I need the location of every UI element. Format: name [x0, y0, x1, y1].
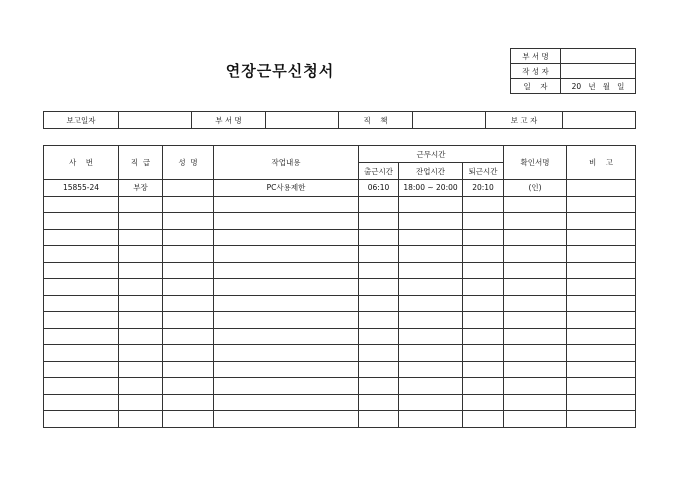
table-row: [44, 196, 636, 213]
cell-confirm[interactable]: [504, 328, 567, 345]
cell-note[interactable]: [567, 229, 636, 246]
cell-confirm[interactable]: (인): [504, 180, 567, 197]
cell-clock-out[interactable]: [463, 279, 504, 296]
cell-rank[interactable]: [119, 312, 163, 329]
cell-rank[interactable]: [119, 345, 163, 362]
cell-overtime[interactable]: [399, 279, 463, 296]
cell-overtime[interactable]: [399, 378, 463, 395]
cell-confirm[interactable]: [504, 246, 567, 263]
cell-overtime[interactable]: [399, 295, 463, 312]
approval-dept-value[interactable]: [561, 49, 636, 64]
cell-rank[interactable]: [119, 279, 163, 296]
cell-overtime[interactable]: [399, 312, 463, 329]
cell-clock-in[interactable]: [359, 394, 399, 411]
cell-note[interactable]: [567, 411, 636, 428]
cell-name[interactable]: [163, 328, 214, 345]
cell-emp-no[interactable]: [44, 295, 119, 312]
cell-overtime[interactable]: [399, 196, 463, 213]
info-position-field[interactable]: [413, 112, 486, 129]
table-row: [44, 411, 636, 428]
approval-box: [510, 48, 636, 94]
header-clock-out: 퇴근시간: [463, 163, 504, 180]
cell-emp-no[interactable]: 15855-24: [44, 180, 119, 197]
header-name: 성 명: [163, 146, 214, 180]
cell-note[interactable]: [567, 295, 636, 312]
cell-name[interactable]: [163, 345, 214, 362]
cell-note[interactable]: [567, 328, 636, 345]
cell-rank[interactable]: [119, 295, 163, 312]
cell-name[interactable]: [163, 213, 214, 230]
cell-name[interactable]: [163, 196, 214, 213]
cell-clock-in[interactable]: [359, 345, 399, 362]
cell-overtime[interactable]: [399, 361, 463, 378]
cell-task[interactable]: [214, 411, 359, 428]
cell-confirm[interactable]: [504, 279, 567, 296]
cell-rank[interactable]: [119, 196, 163, 213]
cell-confirm[interactable]: [504, 411, 567, 428]
cell-emp-no[interactable]: [44, 345, 119, 362]
cell-clock-in[interactable]: [359, 229, 399, 246]
cell-name[interactable]: [163, 229, 214, 246]
cell-clock-in[interactable]: [359, 378, 399, 395]
table-row: [44, 229, 636, 246]
cell-confirm[interactable]: [504, 361, 567, 378]
approval-date-value[interactable]: 20 년 월 일: [561, 79, 636, 94]
cell-clock-out[interactable]: [463, 394, 504, 411]
cell-name[interactable]: [163, 180, 214, 197]
cell-rank[interactable]: [119, 246, 163, 263]
cell-note[interactable]: [567, 361, 636, 378]
cell-overtime[interactable]: [399, 229, 463, 246]
cell-note[interactable]: [567, 213, 636, 230]
header-overtime: 잔업시간: [399, 163, 463, 180]
table-row: [44, 213, 636, 230]
report-date-field[interactable]: [119, 112, 192, 129]
cell-note[interactable]: [567, 279, 636, 296]
cell-confirm[interactable]: [504, 262, 567, 279]
header-note: 비 고: [567, 146, 636, 180]
cell-note[interactable]: [567, 262, 636, 279]
cell-clock-out[interactable]: [463, 246, 504, 263]
cell-name[interactable]: [163, 295, 214, 312]
cell-emp-no[interactable]: [44, 411, 119, 428]
cell-task[interactable]: [214, 213, 359, 230]
cell-task[interactable]: [214, 328, 359, 345]
cell-clock-in[interactable]: [359, 213, 399, 230]
page-title: 연장근무신청서: [225, 62, 335, 80]
cell-rank[interactable]: [119, 411, 163, 428]
cell-emp-no[interactable]: [44, 196, 119, 213]
cell-clock-out[interactable]: 20:10: [463, 180, 504, 197]
cell-confirm[interactable]: [504, 229, 567, 246]
table-row: [44, 361, 636, 378]
cell-note[interactable]: [567, 345, 636, 362]
header-confirm: 확인서명: [504, 146, 567, 180]
info-dept-label: 부 서 명: [192, 112, 266, 129]
table-row: [44, 312, 636, 329]
cell-clock-out[interactable]: [463, 213, 504, 230]
cell-clock-in[interactable]: [359, 246, 399, 263]
table-row: [44, 394, 636, 411]
cell-clock-in[interactable]: 06:10: [359, 180, 399, 197]
cell-overtime[interactable]: [399, 262, 463, 279]
approval-author-label: 작 성 자: [511, 64, 561, 79]
cell-clock-in[interactable]: [359, 262, 399, 279]
cell-name[interactable]: [163, 246, 214, 263]
info-reporter-field[interactable]: [563, 112, 636, 129]
cell-clock-out[interactable]: [463, 328, 504, 345]
cell-overtime[interactable]: [399, 411, 463, 428]
header-work-time: 근무시간: [359, 146, 504, 163]
cell-name[interactable]: [163, 394, 214, 411]
cell-rank[interactable]: 부장: [119, 180, 163, 197]
header-rank: 직 급: [119, 146, 163, 180]
cell-confirm[interactable]: [504, 196, 567, 213]
cell-emp-no[interactable]: [44, 378, 119, 395]
cell-task[interactable]: [214, 361, 359, 378]
cell-rank[interactable]: [119, 378, 163, 395]
cell-overtime[interactable]: [399, 345, 463, 362]
table-row: [44, 345, 636, 362]
cell-confirm[interactable]: [504, 394, 567, 411]
cell-rank[interactable]: [119, 229, 163, 246]
approval-author-value[interactable]: [561, 64, 636, 79]
table-row: [44, 328, 636, 345]
cell-name[interactable]: [163, 361, 214, 378]
cell-clock-out[interactable]: [463, 262, 504, 279]
cell-emp-no[interactable]: [44, 246, 119, 263]
cell-note[interactable]: [567, 312, 636, 329]
cell-confirm[interactable]: [504, 213, 567, 230]
cell-clock-out[interactable]: [463, 411, 504, 428]
overtime-table: [43, 145, 636, 428]
cell-task[interactable]: [214, 196, 359, 213]
info-row: [43, 111, 636, 129]
cell-clock-in[interactable]: [359, 196, 399, 213]
cell-emp-no[interactable]: [44, 262, 119, 279]
cell-emp-no[interactable]: [44, 213, 119, 230]
info-position-label: 직 책: [339, 112, 413, 129]
cell-emp-no[interactable]: [44, 229, 119, 246]
cell-name[interactable]: [163, 411, 214, 428]
cell-note[interactable]: [567, 394, 636, 411]
cell-clock-out[interactable]: [463, 378, 504, 395]
cell-rank[interactable]: [119, 328, 163, 345]
report-date-label: 보고일자: [44, 112, 119, 129]
cell-task[interactable]: [214, 394, 359, 411]
cell-overtime[interactable]: [399, 328, 463, 345]
cell-rank[interactable]: [119, 361, 163, 378]
cell-task[interactable]: [214, 312, 359, 329]
cell-confirm[interactable]: [504, 345, 567, 362]
cell-task[interactable]: [214, 295, 359, 312]
cell-overtime[interactable]: [399, 213, 463, 230]
cell-task[interactable]: [214, 345, 359, 362]
cell-name[interactable]: [163, 279, 214, 296]
cell-emp-no[interactable]: [44, 279, 119, 296]
info-dept-field[interactable]: [266, 112, 339, 129]
cell-note[interactable]: [567, 180, 636, 197]
cell-task[interactable]: [214, 229, 359, 246]
info-reporter-label: 보 고 자: [486, 112, 563, 129]
table-row: [44, 262, 636, 279]
table-row: [44, 279, 636, 296]
header-task: 작업내용: [214, 146, 359, 180]
table-row: [44, 378, 636, 395]
cell-clock-in[interactable]: [359, 411, 399, 428]
cell-name[interactable]: [163, 378, 214, 395]
cell-clock-out[interactable]: [463, 312, 504, 329]
cell-emp-no[interactable]: [44, 394, 119, 411]
approval-date-label: 일 자: [511, 79, 561, 94]
cell-clock-in[interactable]: [359, 312, 399, 329]
cell-emp-no[interactable]: [44, 328, 119, 345]
cell-clock-in[interactable]: [359, 279, 399, 296]
cell-rank[interactable]: [119, 213, 163, 230]
cell-clock-in[interactable]: [359, 328, 399, 345]
cell-clock-in[interactable]: [359, 295, 399, 312]
cell-clock-out[interactable]: [463, 196, 504, 213]
cell-emp-no[interactable]: [44, 312, 119, 329]
cell-name[interactable]: [163, 312, 214, 329]
header-clock-in: 출근시간: [359, 163, 399, 180]
cell-task[interactable]: [214, 279, 359, 296]
cell-note[interactable]: [567, 378, 636, 395]
cell-confirm[interactable]: [504, 378, 567, 395]
header-emp-no: 사 번: [44, 146, 119, 180]
cell-emp-no[interactable]: [44, 361, 119, 378]
cell-clock-out[interactable]: [463, 361, 504, 378]
cell-rank[interactable]: [119, 394, 163, 411]
cell-clock-out[interactable]: [463, 295, 504, 312]
cell-task[interactable]: [214, 246, 359, 263]
cell-task[interactable]: PC사용제한: [214, 180, 359, 197]
approval-dept-label: 부 서 명: [511, 49, 561, 64]
cell-clock-out[interactable]: [463, 345, 504, 362]
table-row: [44, 180, 636, 197]
cell-note[interactable]: [567, 196, 636, 213]
cell-note[interactable]: [567, 246, 636, 263]
cell-overtime[interactable]: [399, 246, 463, 263]
cell-task[interactable]: [214, 262, 359, 279]
cell-task[interactable]: [214, 378, 359, 395]
cell-clock-out[interactable]: [463, 229, 504, 246]
cell-clock-in[interactable]: [359, 361, 399, 378]
cell-overtime[interactable]: 18:00 ~ 20:00: [399, 180, 463, 197]
cell-rank[interactable]: [119, 262, 163, 279]
cell-confirm[interactable]: [504, 312, 567, 329]
table-row: [44, 246, 636, 263]
table-row: [44, 295, 636, 312]
cell-confirm[interactable]: [504, 295, 567, 312]
cell-overtime[interactable]: [399, 394, 463, 411]
cell-name[interactable]: [163, 262, 214, 279]
